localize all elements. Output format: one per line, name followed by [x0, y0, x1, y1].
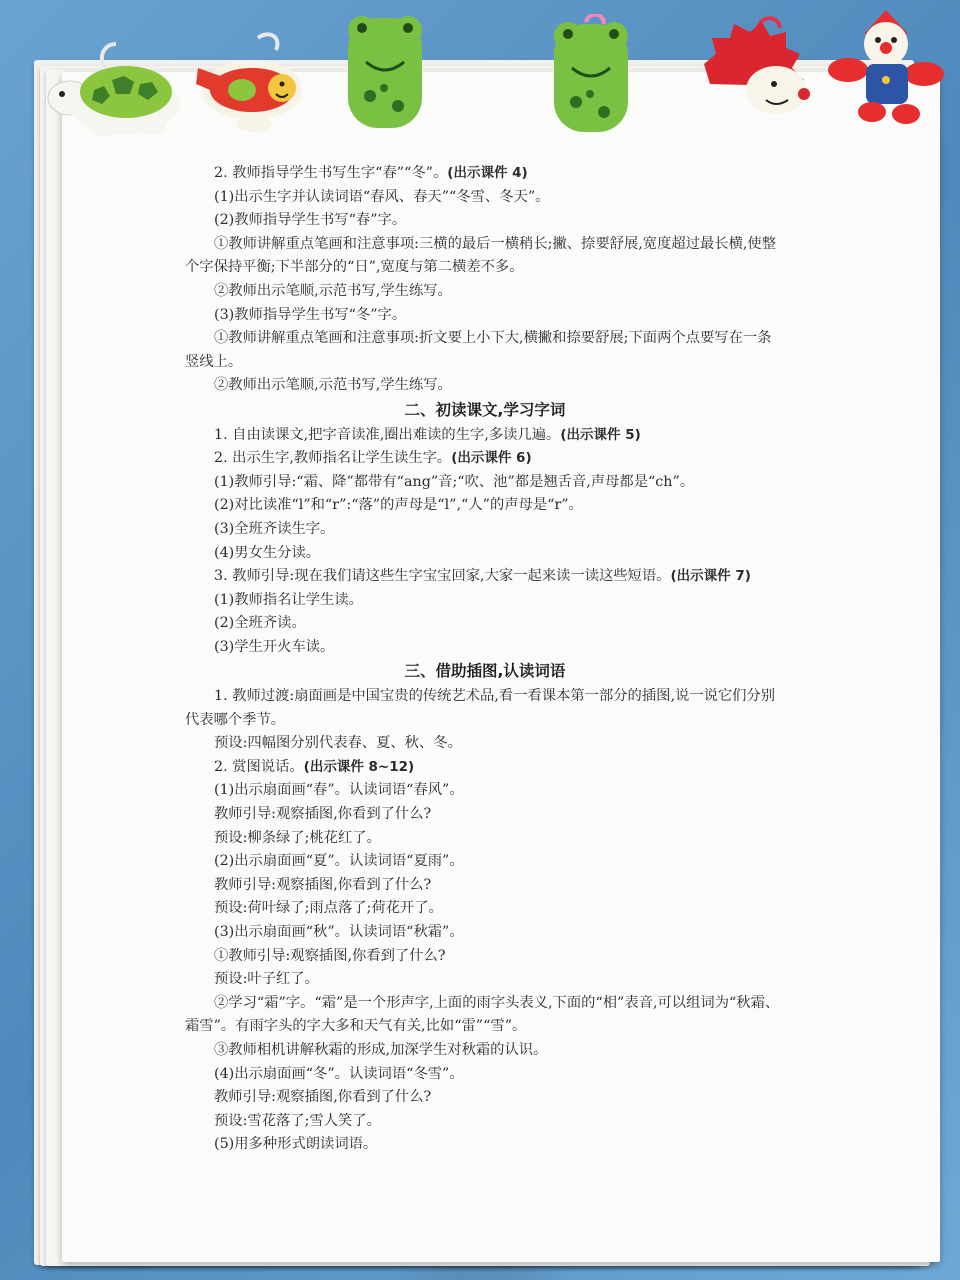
text-line: (2)对比读准“l”和“r”:“落”的声母是“l”,“人”的声母是“r”。 — [214, 497, 583, 514]
turtle-clip-icon — [42, 42, 188, 142]
text-line: 预设:柳条绿了;桃花红了。 — [214, 829, 381, 846]
section-illustrations — [185, 685, 785, 1157]
text-line: (4)出示扇面画“冬”。认读词语“冬雪”。 — [214, 1065, 464, 1082]
text-line: 教师引导:观察插图,你看到了什么? — [214, 876, 432, 893]
text-line: (3)出示扇面画“秋”。认读词语“秋霜”。 — [214, 924, 464, 940]
clown-clip-icon — [826, 6, 946, 130]
courseware-reference: (出示课件 8~12) — [303, 758, 415, 775]
text-line: 2. 赏图说话。(出示课件 8~12) — [214, 758, 415, 775]
text-line: (2)全班齐读。 — [214, 615, 306, 632]
text-line: (3)学生开火车读。 — [214, 638, 335, 655]
text-line: 教师引导:观察插图,你看到了什么? — [214, 806, 432, 823]
text-line: 1. 自由读课文,把字音读准,圈出难读的生字,多读几遍。(出示课件 5) — [214, 426, 641, 443]
frog-clip-icon-right — [546, 14, 636, 134]
text-line: (3)全班齐读生字。 — [214, 520, 335, 537]
text-line: (1)教师指名让学生读。 — [214, 591, 363, 608]
text-line: ②教师出示笔顺,示范书写,学生练写。 — [214, 282, 452, 299]
text-paragraph: 1. 教师过渡:扇面画是中国宝贵的传统艺术品,看一看课本第一部分的插图,说一说它们分别代表哪个季节。 — [185, 688, 776, 728]
text-line: 2. 教师指导学生书写生字“春”“冬”。(出示课件 4) — [214, 165, 528, 181]
courseware-reference: (出示课件 4) — [447, 165, 528, 181]
courseware-reference: (出示课件 6) — [451, 450, 532, 467]
text-paragraph: ①教师讲解重点笔画和注意事项:三横的最后一横稍长;撇、捺要舒展,宽度超过最长横,使整个字保持平衡;下半部分的“日”,宽度与第二横差不多。 — [185, 235, 776, 276]
text-line: 预设:荷叶绿了;雨点落了;荷花开了。 — [214, 900, 443, 917]
text-line: 教师引导:观察插图,你看到了什么? — [214, 1089, 432, 1106]
text-line: 2. 出示生字,教师指名让学生读生字。(出示课件 6) — [214, 450, 532, 467]
section-heading: 二、初读课文,学习字词 — [404, 400, 566, 419]
text-line: 预设:雪花落了;雪人笑了。 — [214, 1112, 381, 1129]
text-line: (1)教师引导:“霜、降”都带有“ang”音;“吹、池”都是翘舌音,声母都是“ch”。 — [214, 473, 695, 490]
text-line: (1)出示生字并认读词语“春风、春天”“冬雪、冬天”。 — [214, 188, 550, 205]
airplane-clip-icon — [190, 28, 320, 138]
frog-clip-icon-left — [340, 12, 430, 132]
text-line: ③教师相机讲解秋霜的形成,加深学生对秋霜的认识。 — [214, 1041, 548, 1058]
text-line: ②教师出示笔顺,示范书写,学生练写。 — [214, 377, 452, 394]
text-line: 3. 教师引导:现在我们请这些生字宝宝回家,大家一起来读一读这些短语。(出示课件 7) — [214, 568, 751, 585]
document-content — [185, 162, 785, 1157]
text-line: (3)教师指导学生书写“冬”字。 — [214, 306, 407, 323]
text-line: (2)教师指导学生书写“春”字。 — [214, 212, 407, 229]
text-paragraph: ①教师讲解重点笔画和注意事项:折文要上小下大,横撇和捺要舒展;下面两个点要写在一条竖线上。 — [185, 330, 772, 370]
courseware-reference: (出示课件 7) — [670, 568, 751, 585]
courseware-reference: (出示课件 5) — [560, 426, 641, 443]
text-line: (4)男女生分读。 — [214, 544, 321, 561]
text-line: (2)出示扇面画“夏”。认读词语“夏雨”。 — [214, 853, 464, 870]
text-line: 预设:叶子红了。 — [214, 971, 319, 988]
text-line: (1)出示扇面画“春”。认读词语“春风”。 — [214, 782, 464, 799]
text-line: ①教师引导:观察插图,你看到了什么? — [214, 947, 446, 964]
text-paragraph: ②学习“霜”字。“霜”是一个形声字,上面的雨字头表义,下面的“相”表音,可以组词为“秋霜、霜雪”。有雨字头的字大多和天气有关,比如“雷”“雪”。 — [185, 994, 780, 1035]
section-first-reading — [185, 424, 785, 660]
section-writing-guidance — [185, 162, 785, 398]
hedgehog-clip-icon — [700, 14, 820, 124]
section-heading: 三、借助插图,认读词语 — [404, 662, 566, 681]
text-line: 预设:四幅图分别代表春、夏、秋、冬。 — [214, 735, 462, 752]
text-line: (5)用多种形式朗读词语。 — [214, 1136, 378, 1153]
